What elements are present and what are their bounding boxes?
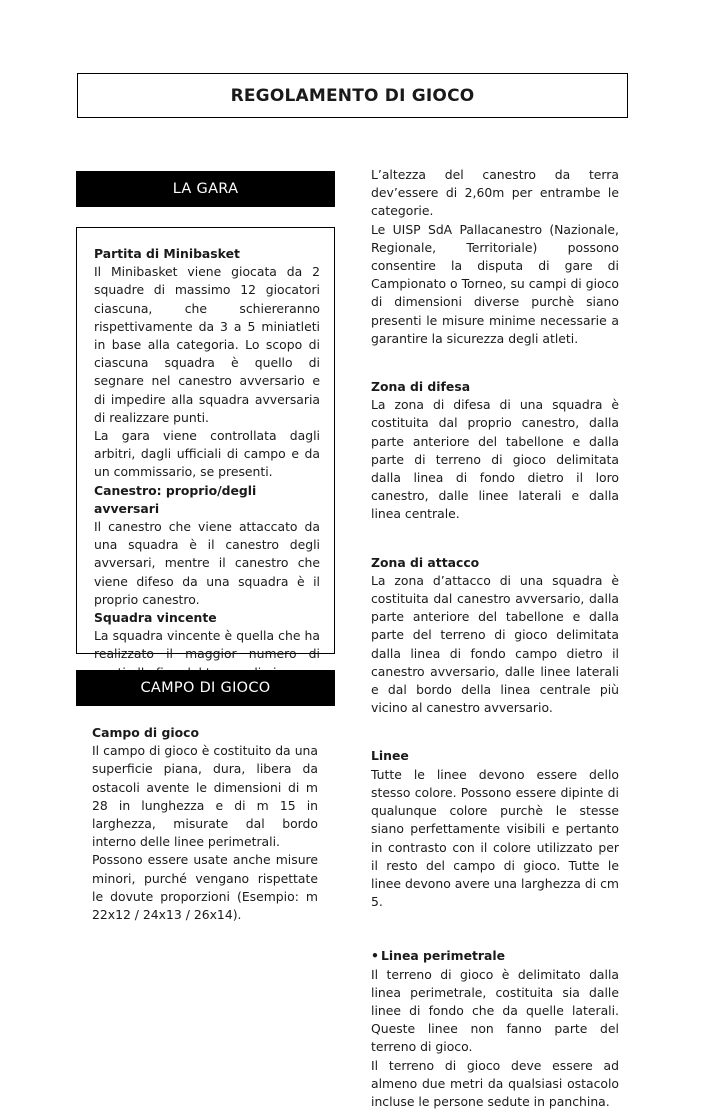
vincente-paragraph: La squadra vincente è quella che ha realizzato il maggior numero di — [94, 628, 320, 662]
canestro-paragraph: Il canestro che viene attaccato da una squadra è il canestro degli avversari, mentre il canestro che viene difeso da una squadra è il proprio canestro. — [94, 519, 320, 607]
section-header-la-gara: LA GARA — [76, 171, 335, 207]
right-column — [371, 166, 619, 1111]
linea-perimetrale-paragraph-2: Il terreno di gioco deve essere ad almeno due metri da qualsiasi ostacolo incluse le persone sedute in panchina. — [371, 1057, 619, 1109]
linee-paragraph: Tutte le linee devono essere dello stesso colore. Possono essere dipinte di qualunque colore purchè le stesse siano perfettamente visibili e pertanto in contrasto con il colore utilizzato per il resto del campo di gioco. Tutte le linee devono avere una larghezza di cm 5. — [371, 766, 619, 910]
uisp-paragraph: Le UISP SdA Pallacanestro (Nazionale, Regionale, Territoriale) possono consentire la disputa di gare di Campionato o Torneo, su campi di gioco di dimensioni diverse purchè siano presenti le misure minime necessarie a garantire la sicurezza degli atleti. — [371, 221, 619, 346]
partita-title: Partita di Minibasket — [94, 246, 240, 261]
la-gara-box — [76, 227, 335, 662]
page-title: REGOLAMENTO DI GIOCO — [77, 73, 628, 118]
zona-attacco-paragraph: La zona d’attacco di una squadra è costituita dal canestro avversario, dalla parte anteriore del tabellone e dalla parte del terreno di gioco delimitata dalla linea di fondo campo dietro il canestro avversario, dalle linee laterali e dal bordo della linea centrale più vicino al canestro avversario. — [371, 572, 619, 716]
canestro-title: Canestro: proprio/degli avversari — [94, 482, 257, 516]
section-header-campo-di-gioco: CAMPO DI GIOCO — [76, 670, 335, 706]
partita-paragraph-1: Il Minibasket viene giocata da 2 squadre di massimo 12 giocatori ciascuna, che schiereranno rispettivamente da 3 a 5 miniatleti in base alla categoria. Lo scopo di ciascuna squadra è quello di segnare nel canestro avversario e di impedire alla squadra avversaria di realizzare punti. — [94, 264, 320, 425]
partita-paragraph-2: La gara viene controllata dagli arbitri, dagli ufficiali di campo e da un commissario, se presenti. — [94, 428, 320, 480]
zona-attacco-title: Zona di attacco — [371, 554, 480, 570]
campo-di-gioco-block — [92, 724, 318, 924]
linea-perimetrale-list — [371, 947, 619, 965]
zona-difesa-title: Zona di difesa — [371, 379, 471, 395]
vincente-title: Squadra vincente — [94, 610, 217, 626]
campo-subtitle: Campo di gioco — [92, 725, 199, 740]
campo-paragraph-1: Il campo di gioco è costituito da una superficie piana, dura, libera da ostacoli avente le dimensioni di m 28 in lunghezza e di m 15 in larghezza, misurate dal bordo interno delle linee perimetrali. — [92, 743, 318, 850]
campo-paragraph-2: Possono essere usate anche misure minori, purché vengano rispettate le dovute proporzioni (Esempio: m 22x12 / 24x13 / 26x14). — [92, 852, 318, 923]
linee-title: Linee — [371, 748, 409, 764]
linea-perimetrale-paragraph-1: Il terreno di gioco è delimitato dalla linea perimetrale, costituita sia dalle linee di fondo che da quelle laterali. Queste linee non fanno parte del terreno di gioco. — [371, 966, 619, 1055]
zona-difesa-paragraph: La zona di difesa di una squadra è costituita dal proprio canestro, dalla parte anteriore del tabellone e dalla parte di terreno di gioco delimitata dalla linea di fondo dietro il loro canestro, dalle linee laterali e dalla linea centrale. — [371, 397, 619, 522]
altezza-canestro-paragraph: L’altezza del canestro da terra dev’essere di 2,60m per entrambe le categorie. — [371, 167, 619, 219]
linea-perimetrale-title: • Linea perimetrale — [371, 947, 619, 965]
